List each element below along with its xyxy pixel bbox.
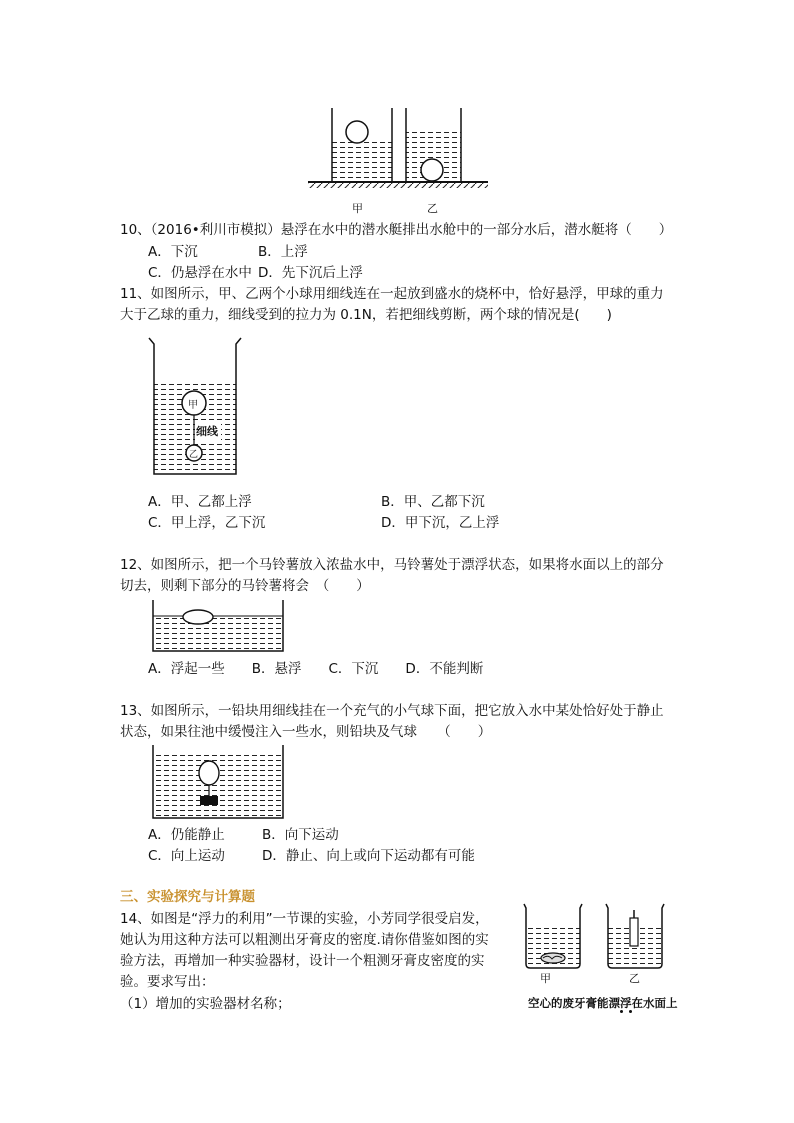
- ball-yi: [421, 159, 443, 181]
- q13-option-a: A．仍能静止: [148, 827, 225, 843]
- q10-option-d: D．先下沉后上浮: [258, 265, 363, 281]
- q14-line5: （1）增加的实验器材名称；: [120, 996, 291, 1012]
- q14-line2: 她认为用这种方法可以粗测出牙膏皮的密度.请你借鉴如图的实: [120, 932, 489, 948]
- q13-stem-line1: 13、如图所示，一铅块用细线挂在一个充气的小气球下面，把它放入水中某处恰好处于静止: [120, 703, 664, 719]
- top-figure: [300, 100, 500, 200]
- q12-tank-figure: [148, 596, 288, 656]
- q13-lead-block: [200, 796, 218, 805]
- q10-stem: 10、（2016•利川市模拟）悬浮在水中的潜水艇排出水舱中的一部分水后，潜水艇将（ ）: [120, 222, 673, 238]
- q13-option-c: C．向上运动: [148, 848, 225, 864]
- q12-stem-line1: 12、如图所示，把一个马铃薯放入浓盐水中，马铃薯处于漂浮状态，如果将水面以上的部分: [120, 557, 664, 573]
- q12-options: A．浮起一些 B．悬浮 C．下沉 D．不能判断: [148, 661, 484, 677]
- q12-tank-water: [153, 616, 283, 651]
- q11-option-d: D．甲下沉，乙上浮: [381, 515, 500, 531]
- q12-stem-line2: 切去，则剩下部分的马铃薯将会 （ ）: [120, 578, 370, 594]
- q13-option-d: D．静止、向上或向下运动都有可能: [262, 848, 475, 864]
- q10-option-c: C．仍悬浮在水中: [148, 265, 252, 281]
- q14-label-yi: 乙: [629, 972, 640, 985]
- q12-potato: [183, 610, 213, 624]
- q13-tank-water: [153, 753, 283, 818]
- q11-stem-line1: 11、如图所示，甲、乙两个小球用细线连在一起放到盛水的烧杯中，恰好悬浮，甲球的重力: [120, 286, 664, 302]
- q14-figure-caption: 空心的废牙膏能漂浮在水面上: [528, 996, 678, 1010]
- q14-line3: 验方法，再增加一种实验器材，设计一个粗测牙膏皮密度的实: [120, 953, 485, 969]
- section-title: 三、实验探究与计算题: [120, 889, 255, 905]
- q11-option-c: C．甲上浮，乙下沉: [148, 515, 266, 531]
- top-label-yi: 乙: [427, 202, 438, 215]
- q14-floating-tube: [630, 918, 638, 946]
- q14-label-jia: 甲: [540, 972, 551, 985]
- q10-option-b: B．上浮: [258, 244, 308, 260]
- q13-option-b: B．向下运动: [262, 827, 339, 843]
- top-label-jia: 甲: [352, 202, 363, 215]
- emphasis-dots: [620, 1010, 634, 1014]
- q13-balloon: [199, 761, 219, 785]
- q13-tank-figure: [148, 743, 288, 823]
- q14-line4: 验。要求写出：: [120, 974, 215, 990]
- q11-string-label: 细线: [196, 425, 218, 438]
- q13-stem-line2: 状态，如果往池中缓慢注入一些水，则铅块及气球 （ ）: [120, 724, 492, 740]
- q11-option-a: A．甲、乙都上浮: [148, 494, 252, 510]
- ball-jia: [346, 121, 368, 143]
- q14-line1: 14、如图是“浮力的利用”一节课的实验，小芳同学很受启发，: [120, 911, 489, 927]
- q11-ball-yi-label: 乙: [189, 450, 199, 460]
- q11-stem-line2: 大于乙球的重力，细线受到的拉力为 0.1N，若把细线剪断，两个球的情况是( ): [120, 307, 612, 323]
- q10-option-a: A．下沉: [148, 244, 198, 260]
- q11-option-b: B．甲、乙都下沉: [381, 494, 485, 510]
- q14-beakers-figure: [520, 896, 690, 976]
- q11-ball-jia-label: 甲: [188, 400, 198, 411]
- q11-beaker-figure: [145, 332, 255, 482]
- container-jia-water: [332, 142, 392, 182]
